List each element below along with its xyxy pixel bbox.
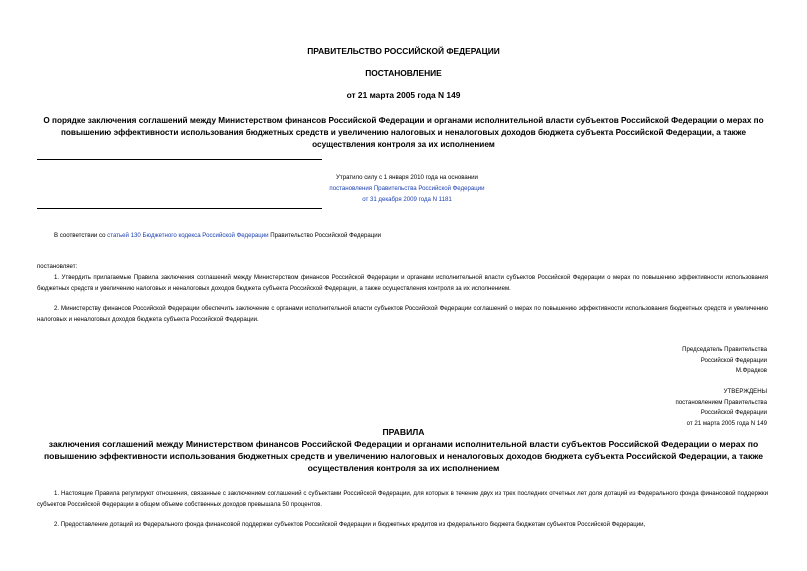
signature-name: М.Фрадков [735, 367, 767, 374]
preamble-before: В соответствии со [54, 232, 108, 239]
document-title: О порядке заключения соглашений между Министерством финансов Российской Федерации и органами исполнительной власти субъектов Российской Федерации о мерах по повышению эффективности использования бюджетных средств и увеличению налоговых и неналоговых доходов бюджета субъекта Российской Федерации, а также осуществления контроля за их исполнением [43, 116, 764, 149]
rules-paragraph-2: 2. Предоставление дотаций из Федерального фонда финансовой поддержки субъектов Российской Федерации и бюджетных кредитов из федерального бюджета бюджетам субъектов Российской Федерации, [54, 521, 646, 528]
approved-line2: постановлением Правительства [675, 398, 767, 406]
approved-line3: Российской Федерации [700, 409, 767, 416]
header-date-number: от 21 марта 2005 года N 149 [346, 90, 461, 100]
approved-block [675, 387, 767, 429]
repeal-decree-link[interactable]: постановления Правительства Российской Федерации [329, 185, 485, 192]
item-1: 1. Утвердить прилагаемые Правила заключения соглашений между Министерством финансов Российской Федерации и органами исполнительной власти субъектов Российской Федерации о мерах по повышению эффективности использования бюджетных средств и увеличению налоговых и неналоговых доходов бюджета субъекта Российской Федерации, а также осуществления контроля за их исполнением. [37, 274, 768, 292]
approved-line4: от 21 марта 2005 года N 149 [686, 419, 767, 427]
repeal-decree-date-link[interactable]: от 31 декабря 2009 года N 1181 [362, 196, 452, 203]
signature-line1: Председатель Правительства [682, 346, 767, 353]
bottom-divider [37, 208, 322, 209]
top-divider [37, 159, 322, 160]
signature-block [682, 345, 767, 377]
approved-line1: УТВЕРЖДЕНЫ [723, 388, 767, 395]
signature-line2: Российской Федерации [700, 356, 767, 364]
budget-code-link[interactable]: статьей 130 Бюджетного кодекса Российской Федерации [107, 232, 269, 239]
status-note-line1: Утратило силу с 1 января 2010 года на основании [336, 174, 478, 181]
header-government: ПРАВИТЕЛЬСТВО РОССИЙСКОЙ ФЕДЕРАЦИИ [307, 46, 500, 56]
rules-paragraph-1: 1. Настоящие Правила регулируют отношения, связанные с заключением соглашений с субъектами Российской Федерации, для которых в течение двух из трех последних отчетных лет доля дотаций из Федерального фонда финансовой поддержки субъектов Российской Федерации в общем объеме собственных доходов превышала 50 процентов. [37, 490, 768, 508]
preamble-after: Правительство Российской Федерации [268, 232, 382, 239]
preamble [37, 231, 768, 242]
rules-subtitle: заключения соглашений между Министерством финансов Российской Федерации и органами исполнительной власти субъектов Российской Федерации о мерах по повышению эффективности использования бюджетных средств и увеличению налоговых и неналоговых доходов бюджета субъекта Российской Федерации, а также осуществления контроля за их исполнением [43, 439, 764, 473]
status-note [37, 172, 777, 205]
header-doc-type: ПОСТАНОВЛЕНИЕ [365, 68, 442, 78]
resolves-text: постановляет: [37, 263, 78, 270]
item-2: 2. Министерству финансов Российской Федерации обеспечить заключение с органами исполнительной власти субъектов Российской Федерации соглашений о мерах по повышению эффективности использования бюджетных средств и увеличению налоговых и неналоговых доходов бюджета субъекта Российской Федерации. [37, 305, 768, 323]
rules-heading: ПРАВИЛА [382, 427, 425, 437]
